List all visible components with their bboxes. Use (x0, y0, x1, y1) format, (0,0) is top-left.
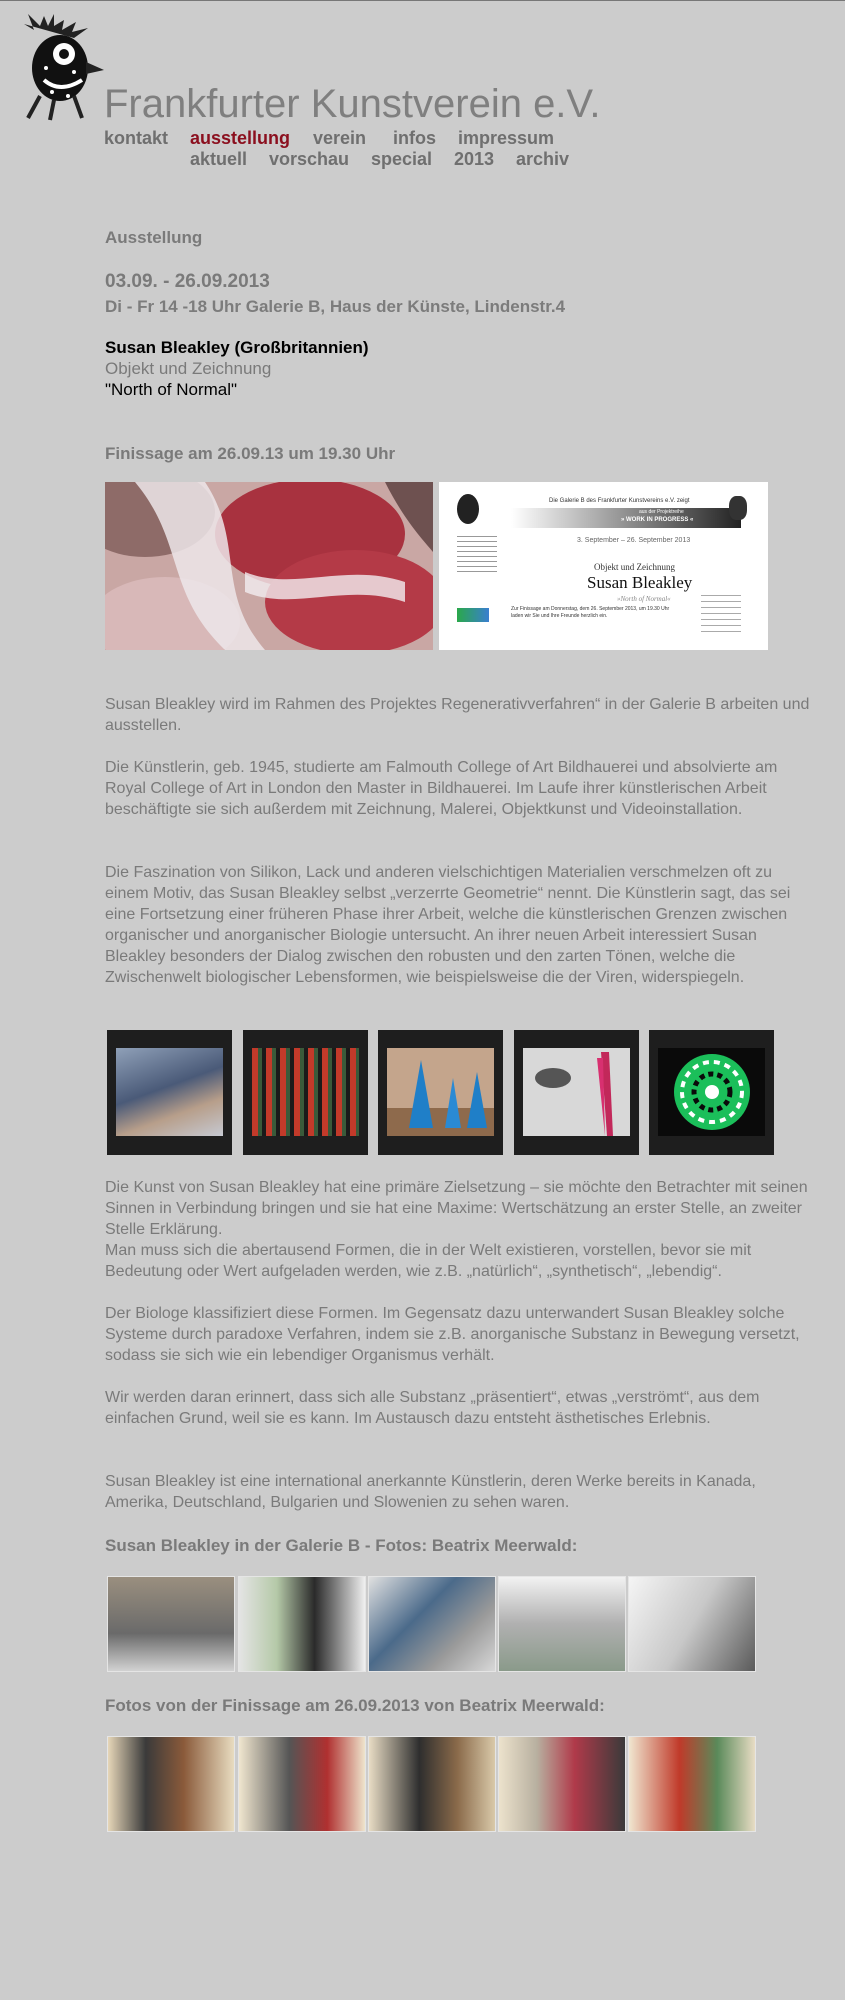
finissage-photo[interactable] (107, 1736, 235, 1832)
nav-special[interactable]: special (371, 149, 433, 169)
invitation-card: Die Galerie B des Frankfurter Kunstvereins e.V. zeigt aus der Projektreihe » WORK IN PROGRESS « 3. September – 26. September 2013 Objekt und Zeichnung Susan Bleakley »North of Normal« Zur Finissage am Donnerstag, dem 26. September 2013, um 19.30 Uhr laden wir Sie und Ihre Freunde herzlich ein. (439, 482, 768, 650)
gallery-photo[interactable] (238, 1576, 366, 1672)
finissage-photo[interactable] (628, 1736, 756, 1832)
paragraph-biologe: Der Biologe klassifiziert diese Formen. Im Gegensatz dazu unterwandert Susan Bleakley solche Systeme durch paradoxe Verfahren, indem sie z.B. anorganische Substanz in Bewegung versetzt, sodass sie sich wie ein lebendiger Organismus verhält. (105, 1305, 800, 1364)
paragraph-biography: Die Künstlerin, geb. 1945, studierte am Falmouth College of Art Bildhauerei und absolvierte am Royal College of Art in London den Master in Bildhauerei. Im Laufe ihrer künstlerischen Arbeit beschäftigte sie sich außerdem mit Zeichnung, Malerei, Objektkunst und Videoinstallation. (105, 759, 778, 818)
nav-2013[interactable]: 2013 (454, 149, 495, 169)
finissage-photo[interactable] (498, 1736, 626, 1832)
paragraph-fascination: Die Faszination von Silikon, Lack und anderen vielschichtigen Materialien verschmelzen oft zu einem Motiv, das Susan Bleakley selbst „verzerrte Geometrie“ nennt. Die Künstlerin sagt, das sei eine Fortsetzung einer früheren Phase ihrer Arbeit, welche die künstlerischen Grenzen zwischen organischer und anorganischer Biologie untersucht. An ihrer neuen Arbeit interessiert Susan Bleakley besonders der Dialog zwischen den robusten und den zarten Tönen, welche die Zwischenwelt biologischer Lebensformen, wie beispielsweise die der Viren, widerspiegeln. (105, 864, 791, 986)
nav-verein[interactable]: verein (313, 128, 367, 148)
nav-kontakt[interactable]: kontakt (104, 128, 169, 148)
gallery-photo[interactable] (498, 1576, 626, 1672)
paragraph-substanz: Wir werden daran erinnert, dass sich alle Substanz „präsentiert“, etwas „verströmt“, aus dem einfachen Grund, weil sie es kann. Im Austausch dazu entsteht ästhetisches Erlebnis. (105, 1389, 760, 1427)
artist-name: Susan Bleakley (Großbritannien) (105, 338, 369, 357)
nav-infos[interactable]: infos (393, 128, 436, 148)
artwork-image (105, 482, 433, 650)
sponsor-logo (457, 608, 489, 622)
nav-impressum[interactable]: impressum (458, 128, 555, 148)
kunstverein-logo[interactable] (20, 10, 106, 122)
gallery-photo[interactable] (368, 1576, 496, 1672)
top-border (0, 0, 845, 1)
gallery-heading-finissage: Fotos von der Finissage am 26.09.2013 von Beatrix Meerwald: (105, 1696, 605, 1715)
gallery-photo[interactable] (628, 1576, 756, 1672)
invitation-logo (457, 494, 479, 524)
paragraph-intro: Susan Bleakley wird im Rahmen des Projektes Regenerativverfahren“ in der Galerie B arbeiten und ausstellen. (105, 696, 810, 734)
finissage-info: Finissage am 26.09.13 um 19.30 Uhr (105, 444, 396, 463)
nav-archiv[interactable]: archiv (516, 149, 570, 169)
exhibition-medium: Objekt und Zeichnung (105, 359, 272, 378)
section-heading: Ausstellung (105, 228, 203, 247)
nav-ausstellung[interactable]: ausstellung (190, 128, 291, 148)
gallery-heading-galerie: Susan Bleakley in der Galerie B - Fotos: Beatrix Meerwald: (105, 1536, 578, 1555)
finissage-photo[interactable] (368, 1736, 496, 1832)
gallery-photo[interactable] (107, 1576, 235, 1672)
nav-aktuell[interactable]: aktuell (190, 149, 248, 169)
artwork-thumbnail[interactable] (107, 1030, 232, 1155)
artwork-thumbnail[interactable] (514, 1030, 639, 1155)
exhibition-title: "North of Normal" (105, 380, 238, 399)
paragraph-international: Susan Bleakley ist eine international anerkannte Künstlerin, deren Werke bereits in Kanada, Amerika, Deutschland, Bulgarien und Slowenien zu sehen waren. (105, 1473, 756, 1511)
exhibition-hours: Di - Fr 14 -18 Uhr Galerie B, Haus der Künste, Lindenstr.4 (105, 297, 566, 316)
exhibition-dates: 03.09. - 26.09.2013 (105, 271, 270, 292)
artwork-thumbnail[interactable] (649, 1030, 774, 1155)
paragraph-zielsetzung: Die Kunst von Susan Bleakley hat eine primäre Zielsetzung – sie möchte den Betrachter mit seinen Sinnen in Verbindung bringen und sie hat eine Maxime: Wertschätzung an erster Stelle, an zweiter Stelle Erklärung. (105, 1179, 808, 1238)
artwork-thumbnail[interactable] (378, 1030, 503, 1155)
nav-vorschau[interactable]: vorschau (269, 149, 350, 169)
finissage-photo[interactable] (238, 1736, 366, 1832)
paragraph-formen: Man muss sich die abertausend Formen, die in der Welt existieren, vorstellen, bevor sie mit Bedeutung oder Wert aufgeladen werden, wie z.B. „natürlich“, „synthetisch“, „lebendig“. (105, 1242, 752, 1280)
artwork-thumbnail[interactable] (243, 1030, 368, 1155)
site-title: Frankfurter Kunstverein e.V. (104, 82, 601, 126)
